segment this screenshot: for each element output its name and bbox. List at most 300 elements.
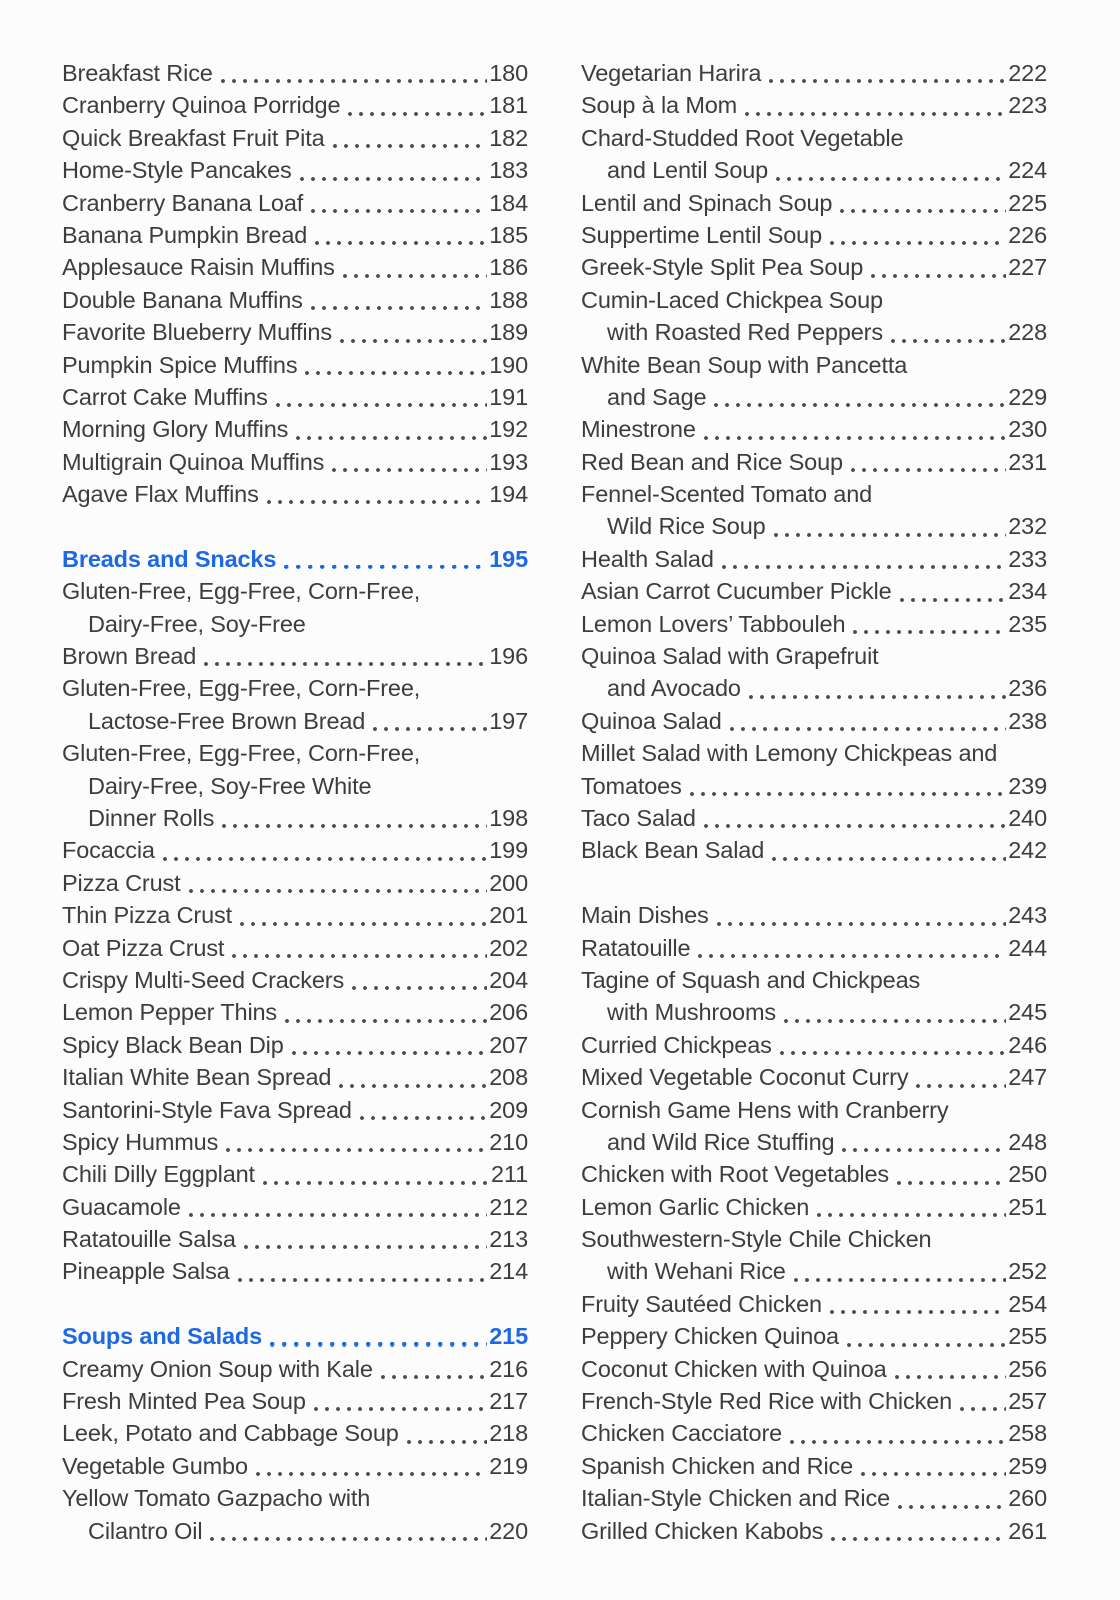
entry-title: and Sage [607, 383, 707, 410]
toc-section-header [62, 543, 528, 575]
entry-title: Gluten-Free, Egg-Free, Corn-Free, [62, 740, 421, 767]
entry-title: Pineapple Salsa [62, 1258, 230, 1285]
page-number: 190 [489, 351, 528, 378]
entry-title: Multigrain Quinoa Muffins [62, 448, 325, 475]
toc-entry [581, 640, 1047, 672]
toc-entry [581, 1061, 1047, 1093]
page-number: 234 [1008, 578, 1047, 605]
entry-title: Ratatouille [581, 934, 691, 961]
dot-leader [842, 1148, 1006, 1152]
dot-leader [244, 1245, 487, 1249]
toc-entry [62, 1126, 528, 1158]
toc-entry [62, 964, 528, 996]
page-number: 245 [1008, 999, 1047, 1026]
toc-entry [581, 770, 1047, 802]
toc-entry [581, 996, 1047, 1028]
toc-section-header [62, 1320, 528, 1352]
toc-entry [581, 1223, 1047, 1255]
page-number: 216 [489, 1355, 528, 1382]
section-title: Soups and Salads [62, 1323, 263, 1350]
toc-entry [62, 867, 528, 899]
entry-title: Vegetarian Harira [581, 60, 762, 86]
toc-entry [62, 1450, 528, 1482]
dot-leader [270, 1342, 487, 1346]
toc-entry [62, 1482, 528, 1514]
toc-entry [581, 932, 1047, 964]
dot-leader [360, 1116, 487, 1120]
page-number: 188 [489, 286, 528, 313]
entry-title: Dairy-Free, Soy-Free [88, 610, 306, 637]
page-number: 236 [1008, 675, 1047, 702]
entry-title: Home-Style Pancakes [62, 157, 292, 184]
page-number: 239 [1008, 772, 1047, 799]
toc-entry [581, 57, 1047, 89]
entry-title: Peppery Chicken Quinoa [581, 1323, 839, 1350]
entry-title: Chicken Cacciatore [581, 1420, 783, 1447]
entry-title: Applesauce Raisin Muffins [62, 254, 335, 281]
entry-title: Curried Chickpeas [581, 1031, 772, 1058]
dot-leader [851, 468, 1006, 472]
entry-title: Oat Pizza Crust [62, 934, 225, 961]
dot-leader [769, 79, 1006, 83]
dot-leader [847, 1343, 1006, 1347]
toc-entry [62, 705, 528, 737]
entry-title: Grilled Chicken Kabobs [581, 1517, 824, 1544]
entry-title: Cranberry Banana Loaf [62, 189, 304, 216]
toc-entry [581, 1353, 1047, 1385]
page-number: 248 [1008, 1128, 1047, 1155]
toc-entry [581, 251, 1047, 283]
entry-title: Suppertime Lentil Soup [581, 221, 822, 248]
entry-title: Spicy Black Bean Dip [62, 1031, 284, 1058]
page-number: 195 [489, 545, 528, 572]
dot-leader [311, 209, 487, 213]
entry-title: Tagine of Squash and Chickpeas [581, 966, 921, 993]
entry-title: Minestrone [581, 416, 696, 443]
entry-title: Cranberry Quinoa Porridge [62, 92, 341, 119]
page-number: 206 [489, 999, 528, 1026]
entry-title: Ratatouille Salsa [62, 1226, 236, 1253]
page-number: 222 [1008, 60, 1047, 86]
page-number: 247 [1008, 1064, 1047, 1091]
toc-entry [62, 1029, 528, 1061]
entry-title: Main Dishes [581, 902, 709, 929]
entry-title: and Lentil Soup [607, 157, 769, 184]
dot-leader [794, 1278, 1007, 1282]
page-number: 233 [1008, 545, 1047, 572]
page-number: 193 [489, 448, 528, 475]
spacer [62, 1288, 528, 1320]
toc-entry [62, 219, 528, 251]
entry-title: Quick Breakfast Fruit Pita [62, 124, 325, 151]
entry-title: Quinoa Salad [581, 707, 722, 734]
dot-leader [830, 1310, 1006, 1314]
dot-leader [774, 533, 1007, 537]
dot-leader [722, 565, 1006, 569]
dot-leader [267, 500, 488, 504]
toc-entry [62, 187, 528, 219]
page-number: 257 [1008, 1388, 1047, 1415]
dot-leader [373, 727, 487, 731]
spacer [62, 510, 528, 542]
dot-leader [292, 1051, 488, 1055]
toc-entry [581, 543, 1047, 575]
entry-title: Chili Dilly Eggplant [62, 1161, 255, 1188]
entry-title: French-Style Red Rice with Chicken [581, 1388, 953, 1415]
page-number: 207 [489, 1031, 528, 1058]
toc-entry [581, 1288, 1047, 1320]
entry-title: Gluten-Free, Egg-Free, Corn-Free, [62, 675, 421, 702]
page-number: 242 [1008, 837, 1047, 864]
entry-title: Tomatoes [581, 772, 682, 799]
page-number: 201 [489, 902, 528, 929]
dot-leader [232, 954, 487, 958]
entry-title: Banana Pumpkin Bread [62, 221, 308, 248]
dot-leader [745, 112, 1006, 116]
entry-title: Fresh Minted Pea Soup [62, 1388, 306, 1415]
page-number: 223 [1008, 92, 1047, 119]
page-number: 200 [489, 869, 528, 896]
page-number: 229 [1008, 383, 1047, 410]
section-title: Breads and Snacks [62, 545, 277, 572]
toc-entry [581, 219, 1047, 251]
page-number: 217 [489, 1388, 528, 1415]
dot-leader [717, 922, 1007, 926]
entry-title: Creamy Onion Soup with Kale [62, 1355, 373, 1382]
entry-title: Santorini-Style Fava Spread [62, 1096, 352, 1123]
dot-leader [296, 436, 487, 440]
toc-entry [581, 446, 1047, 478]
dot-leader [314, 1407, 487, 1411]
entry-title: Spanish Chicken and Rice [581, 1452, 854, 1479]
toc-entry [581, 834, 1047, 866]
dot-leader [352, 986, 487, 990]
dot-leader [871, 274, 1006, 278]
dot-leader [714, 403, 1006, 407]
page-number: 256 [1008, 1355, 1047, 1382]
toc-entry [62, 899, 528, 931]
toc-entry [581, 575, 1047, 607]
toc-entry [62, 802, 528, 834]
toc-entry [62, 996, 528, 1028]
entry-title: and Avocado [607, 675, 741, 702]
toc-entry [581, 122, 1047, 154]
toc-entry [581, 1385, 1047, 1417]
toc-entry [581, 1450, 1047, 1482]
page-number: 204 [489, 966, 528, 993]
page-number: 189 [489, 319, 528, 346]
entry-title: Double Banana Muffins [62, 286, 303, 313]
entry-title: and Wild Rice Stuffing [607, 1128, 835, 1155]
dot-leader [305, 371, 487, 375]
entry-title: Lentil and Spinach Soup [581, 189, 833, 216]
toc-entry [581, 316, 1047, 348]
dot-leader [898, 1505, 1006, 1509]
toc-entry [581, 672, 1047, 704]
dot-leader [332, 468, 487, 472]
entry-title: Guacamole [62, 1193, 181, 1220]
toc-entry [62, 932, 528, 964]
toc-entry [62, 381, 528, 413]
toc-entry [581, 1158, 1047, 1190]
toc-entry [62, 122, 528, 154]
dot-leader [189, 889, 488, 893]
toc-entry [581, 478, 1047, 510]
toc-entry [62, 1061, 528, 1093]
entry-title: Vegetable Gumbo [62, 1452, 248, 1479]
page-number: 260 [1008, 1485, 1047, 1512]
entry-title: Focaccia [62, 837, 155, 864]
dot-leader [263, 1181, 489, 1185]
page-number: 244 [1008, 934, 1047, 961]
toc-entry [581, 1255, 1047, 1287]
dot-leader [226, 1148, 487, 1152]
toc-entry [581, 1191, 1047, 1223]
entry-title: Mixed Vegetable Coconut Curry [581, 1064, 909, 1091]
entry-title: Italian-Style Chicken and Rice [581, 1485, 890, 1512]
toc-entry [62, 316, 528, 348]
entry-title: with Mushrooms [607, 999, 776, 1026]
page-number: 228 [1008, 319, 1047, 346]
dot-leader [690, 792, 1007, 796]
entry-title: Southwestern-Style Chile Chicken [581, 1226, 932, 1253]
entry-title: Fruity Sautéed Chicken [581, 1290, 822, 1317]
page-number: 183 [489, 157, 528, 184]
dot-leader [831, 1537, 1006, 1541]
toc-entry [62, 284, 528, 316]
page-number: 215 [489, 1323, 528, 1350]
toc-entry [581, 1320, 1047, 1352]
toc-entry [62, 608, 528, 640]
entry-title: Crispy Multi-Seed Crackers [62, 966, 345, 993]
toc-entry [62, 89, 528, 121]
page-number: 240 [1008, 804, 1047, 831]
page-number: 194 [489, 481, 528, 508]
entry-title: Greek-Style Split Pea Soup [581, 254, 864, 281]
dot-leader [333, 144, 488, 148]
dot-leader [830, 241, 1006, 245]
dot-leader [189, 1213, 487, 1217]
dot-leader [784, 1019, 1006, 1023]
toc-entry [62, 575, 528, 607]
dot-leader [704, 436, 1006, 440]
page-number: 259 [1008, 1452, 1047, 1479]
entry-title: Lemon Garlic Chicken [581, 1193, 810, 1220]
page-number: 224 [1008, 157, 1047, 184]
dot-leader [285, 1019, 487, 1023]
dot-leader [339, 1084, 487, 1088]
toc-entry [581, 1482, 1047, 1514]
dot-leader [256, 1472, 487, 1476]
page-number: 238 [1008, 707, 1047, 734]
entry-title: Chicken with Root Vegetables [581, 1161, 890, 1188]
dot-leader [240, 922, 487, 926]
dot-leader [222, 824, 487, 828]
entry-title: Health Salad [581, 545, 714, 572]
page-number: 209 [489, 1096, 528, 1123]
entry-title: Favorite Blueberry Muffins [62, 319, 332, 346]
page-number: 251 [1008, 1193, 1047, 1220]
entry-title: Leek, Potato and Cabbage Soup [62, 1420, 399, 1447]
dot-leader [790, 1440, 1006, 1444]
page-number: 227 [1008, 254, 1047, 281]
page-number: 214 [489, 1258, 528, 1285]
spacer [581, 867, 1047, 899]
toc-entry [62, 251, 528, 283]
dot-leader [704, 824, 1006, 828]
dot-leader [853, 630, 1006, 634]
page-number: 199 [489, 837, 528, 864]
entry-title: Pizza Crust [62, 869, 181, 896]
toc-entry [581, 608, 1047, 640]
dot-leader [776, 177, 1006, 181]
dot-leader [300, 177, 488, 181]
dot-leader [780, 1051, 1006, 1055]
dot-leader [381, 1375, 487, 1379]
toc-entry [62, 672, 528, 704]
entry-title: Gluten-Free, Egg-Free, Corn-Free, [62, 578, 421, 605]
page-number: 196 [489, 643, 528, 670]
dot-leader [772, 857, 1006, 861]
dot-leader [730, 727, 1007, 731]
entry-title: Dinner Rolls [88, 804, 215, 831]
dot-leader [343, 274, 487, 278]
dot-leader [916, 1084, 1006, 1088]
dot-leader [861, 1472, 1006, 1476]
page-number: 254 [1008, 1290, 1047, 1317]
toc-entry [581, 89, 1047, 121]
toc-entry [62, 478, 528, 510]
entry-title: Yellow Tomato Gazpacho with [62, 1485, 371, 1512]
entry-title: Breakfast Rice [62, 60, 213, 86]
dot-leader [897, 1181, 1006, 1185]
page-number: 243 [1008, 902, 1047, 929]
toc-entry [62, 737, 528, 769]
page-number: 202 [489, 934, 528, 961]
dot-leader [210, 1537, 487, 1541]
entry-title: Lactose-Free Brown Bread [88, 707, 366, 734]
entry-title: Soup à la Mom [581, 92, 738, 119]
page-number: 231 [1008, 448, 1047, 475]
page-number: 192 [489, 416, 528, 443]
entry-title: Carrot Cake Muffins [62, 383, 268, 410]
dot-leader [276, 403, 488, 407]
toc-entry [581, 1417, 1047, 1449]
entry-title: Quinoa Salad with Grapefruit [581, 643, 879, 670]
page-number: 186 [489, 254, 528, 281]
toc-entry [581, 737, 1047, 769]
toc-entry [581, 187, 1047, 219]
toc-entry [581, 899, 1047, 931]
entry-title: Chard-Studded Root Vegetable [581, 124, 904, 151]
page-number: 210 [489, 1128, 528, 1155]
toc-entry [581, 705, 1047, 737]
toc-entry [62, 1191, 528, 1223]
toc-entry [62, 1255, 528, 1287]
entry-title: Lemon Lovers’ Tabbouleh [581, 610, 846, 637]
toc-entry [62, 640, 528, 672]
toc-entry [62, 57, 528, 89]
entry-title: Cumin-Laced Chickpea Soup [581, 286, 883, 313]
toc-entry [62, 154, 528, 186]
toc-entry [581, 349, 1047, 381]
entry-title: Thin Pizza Crust [62, 902, 232, 929]
page-number: 184 [489, 189, 528, 216]
toc-column-left [62, 57, 528, 1547]
entry-title: Morning Glory Muffins [62, 416, 289, 443]
entry-title: Italian White Bean Spread [62, 1064, 332, 1091]
entry-title: Coconut Chicken with Quinoa [581, 1355, 887, 1382]
page-number: 208 [489, 1064, 528, 1091]
dot-leader [891, 339, 1006, 343]
dot-leader [340, 339, 487, 343]
page-number: 235 [1008, 610, 1047, 637]
dot-leader [698, 954, 1006, 958]
dot-leader [900, 598, 1007, 602]
dot-leader [749, 695, 1006, 699]
page-number: 255 [1008, 1323, 1047, 1350]
page-number: 232 [1008, 513, 1047, 540]
toc-entry [581, 1126, 1047, 1158]
entry-title: Fennel-Scented Tomato and [581, 481, 873, 508]
page-number: 230 [1008, 416, 1047, 443]
page-number: 261 [1008, 1517, 1047, 1544]
toc-entry [62, 1223, 528, 1255]
toc-entry [62, 1417, 528, 1449]
page-number: 218 [489, 1420, 528, 1447]
entry-title: Agave Flax Muffins [62, 481, 259, 508]
toc-entry [62, 770, 528, 802]
toc-entry [62, 1158, 528, 1190]
dot-leader [284, 565, 487, 569]
entry-title: Cilantro Oil [88, 1517, 203, 1544]
dot-leader [238, 1278, 488, 1282]
toc-entry [581, 510, 1047, 542]
toc-entry [62, 446, 528, 478]
page-number: 212 [489, 1193, 528, 1220]
toc-entry [62, 349, 528, 381]
toc-entry [62, 1353, 528, 1385]
entry-title: Asian Carrot Cucumber Pickle [581, 578, 892, 605]
toc-entry [581, 381, 1047, 413]
entry-title: Taco Salad [581, 804, 696, 831]
toc-entry [62, 834, 528, 866]
toc-entry [581, 413, 1047, 445]
toc-entry [62, 1385, 528, 1417]
page-number: 180 [489, 60, 528, 86]
page-number: 211 [490, 1161, 528, 1188]
entry-title: Wild Rice Soup [607, 513, 766, 540]
page-number: 219 [489, 1452, 528, 1479]
toc-entry [581, 1094, 1047, 1126]
dot-leader [407, 1440, 488, 1444]
page-number: 250 [1008, 1161, 1047, 1188]
toc-entry [581, 802, 1047, 834]
page-number: 252 [1008, 1258, 1047, 1285]
entry-title: Brown Bread [62, 643, 197, 670]
toc-entry [581, 1515, 1047, 1547]
page-number: 258 [1008, 1420, 1047, 1447]
toc-column-right [581, 57, 1047, 1547]
toc-entry [581, 154, 1047, 186]
page-number: 185 [489, 221, 528, 248]
entry-title: Spicy Hummus [62, 1128, 219, 1155]
page-number: 198 [489, 804, 528, 831]
toc-entry [62, 413, 528, 445]
entry-title: with Wehani Rice [607, 1258, 786, 1285]
dot-leader [960, 1407, 1006, 1411]
dot-leader [315, 241, 487, 245]
